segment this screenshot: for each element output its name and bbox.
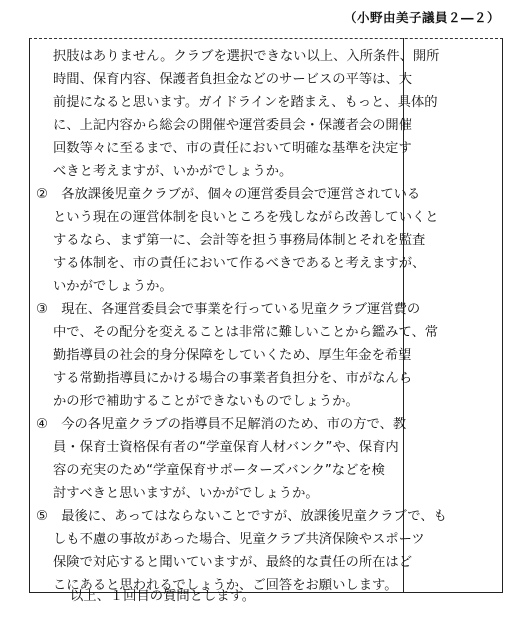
text-line: 容の充実のため“学童保育サポーターズバンク”などを検 (53, 463, 385, 478)
text-line: するなら、まず第一に、会計等を担う事務局体制とそれを監査 (53, 233, 426, 248)
text-line: 回数等々に至るまで、市の責任において明確な基準を決定す (53, 141, 412, 156)
text-line: という現在の運営体制を良いところを残しながら改善していくと (53, 210, 439, 225)
text-line: 勤指導員の社会的身分保障をしていくため、厚生年金を希望 (53, 348, 412, 363)
text-line: する体制を、市の責任において作るべきであると考えますが、 (53, 256, 426, 271)
text-line: 保険で対応すると聞いていますが、最終的な責任の所在はど (53, 555, 413, 570)
text-line: かの形で補助することができないものでしょうか。 (53, 394, 359, 409)
question-item-4: ④ 今の各児童クラブの指導員不足解消のため、市の方で、教 (36, 417, 407, 432)
text-line: 択肢はありません。クラブを選択できない以上、入所条件、開所 (53, 49, 440, 64)
member-page-label: （小野由美子議員２―２） (343, 10, 500, 25)
text-line: 員・保育士資格保有者の“学童保育人材バンク”や、保育内 (53, 440, 399, 455)
closing-statement: 以上、１回目の質問とします。 (70, 589, 256, 604)
text-line: 時間、保育内容、保護者負担金などのサービスの平等は、大 (53, 72, 413, 87)
text-line: する常勤指導員にかける場合の事業者負担分を、市がなんら (53, 371, 413, 386)
text-line: いかがでしょうか。 (53, 279, 173, 294)
text-line: しも不慮の事故があった場合、児童クラブ共済保険やスポーツ (53, 532, 425, 547)
text-line: に、上記内容から総会の開催や運営委員会・保護者会の開催 (53, 118, 413, 133)
question-item-3: ③ 現在、各運営委員会で事業を行っている児童クラブ運営費の (36, 302, 421, 317)
text-line: べきと考えますが、いかがでしょうか。 (53, 164, 293, 179)
text-line: こにあると思われるでしょうか、ご回答をお願いします。 (53, 578, 398, 593)
question-item-2: ② 各放課後児童クラブが、個々の運営委員会で運営されている (36, 187, 421, 202)
text-line: 前提になると思います。ガイドラインを踏まえ、もっと、具体的 (53, 95, 438, 110)
question-item-5: ⑤ 最後に、あってはならないことですが、放課後児童クラブで、も (36, 509, 447, 524)
text-line: 中で、その配分を変えることは非常に難しいことから鑑みて、常 (53, 325, 439, 340)
text-line: 討すべきと思いますが、いかがでしょうか。 (53, 486, 319, 501)
